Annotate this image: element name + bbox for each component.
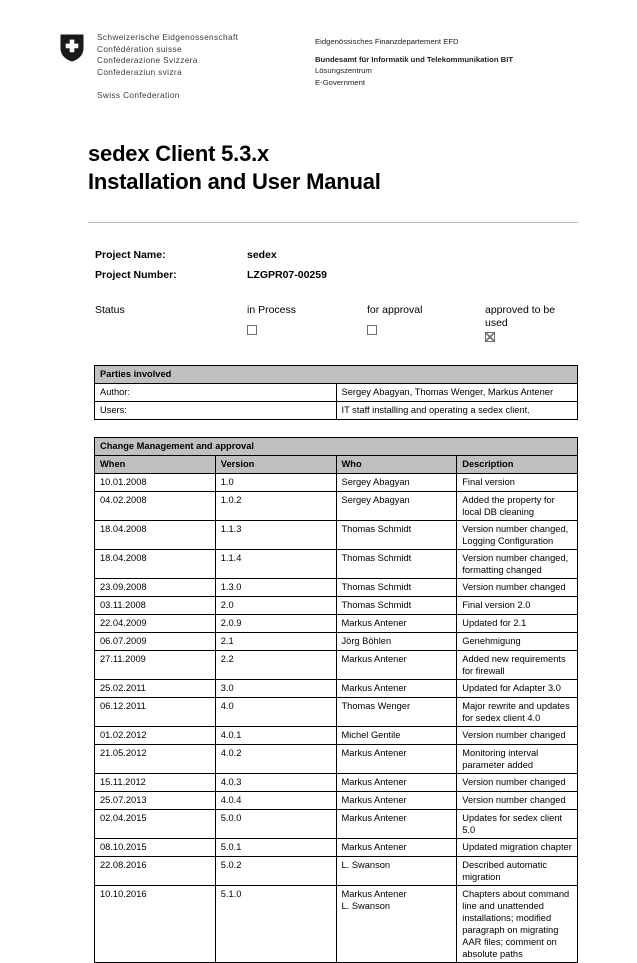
swiss-cross-shield-icon xyxy=(60,34,84,62)
table-row xyxy=(95,597,578,615)
table-row xyxy=(95,633,578,651)
cell-who: Thomas Schmidt xyxy=(336,521,457,550)
table-row xyxy=(95,698,578,727)
cell-who: L. Swanson xyxy=(336,857,457,886)
table-row xyxy=(95,384,578,402)
change-management-table xyxy=(94,437,578,963)
unit-name: Lösungszentrum xyxy=(315,66,372,76)
confederation-name-it: Confederazione Svizzera xyxy=(97,55,198,66)
cell-version: 4.0.1 xyxy=(215,727,336,745)
cell-description: Updated migration chapter xyxy=(457,839,578,857)
cell-version: 5.1.0 xyxy=(215,886,336,963)
cell-who: Thomas Schmidt xyxy=(336,579,457,597)
table-row xyxy=(95,680,578,698)
table-row xyxy=(95,521,578,550)
cell-when: 22.04.2009 xyxy=(95,615,216,633)
confederation-name-fr: Confédération suisse xyxy=(97,43,182,54)
cell-description: Version number changed xyxy=(457,792,578,810)
cell-version: 4.0 xyxy=(215,698,336,727)
page-title-line2: Installation and User Manual xyxy=(88,169,381,194)
parties-table-title: Parties involved xyxy=(95,366,578,384)
cell-when: 22.08.2016 xyxy=(95,857,216,886)
confederation-names xyxy=(97,32,238,78)
confederation-name-en: Swiss Confederation xyxy=(97,90,180,100)
cell-version: 2.0.9 xyxy=(215,615,336,633)
cell-when: 18.04.2008 xyxy=(95,550,216,579)
column-header-when: When xyxy=(95,456,216,474)
cell-description: Described automatic migration xyxy=(457,857,578,886)
cell-who: Markus Antener xyxy=(336,651,457,680)
parties-role-users: Users: xyxy=(95,402,337,420)
cell-version: 5.0.2 xyxy=(215,857,336,886)
table-row xyxy=(95,615,578,633)
cell-who: Thomas Schmidt xyxy=(336,597,457,615)
cell-description: Version number changed xyxy=(457,579,578,597)
cell-description: Updated for Adapter 3.0 xyxy=(457,680,578,698)
cell-when: 04.02.2008 xyxy=(95,492,216,521)
parties-value-author: Sergey Abagyan, Thomas Wenger, Markus Antener xyxy=(336,384,578,402)
status-label: Status xyxy=(95,304,125,316)
cell-when: 10.01.2008 xyxy=(95,474,216,492)
parties-table-body xyxy=(95,366,578,420)
project-meta xyxy=(95,249,585,289)
table-row xyxy=(95,839,578,857)
table-row xyxy=(95,857,578,886)
cell-who: Markus Antener xyxy=(336,774,457,792)
table-row xyxy=(95,810,578,839)
status-option-approved xyxy=(485,304,577,346)
cell-when: 01.02.2012 xyxy=(95,727,216,745)
table-row xyxy=(95,727,578,745)
department-name: Eidgenössisches Finanzdepartement EFD xyxy=(315,37,459,46)
table-row xyxy=(95,402,578,420)
column-header-description: Description xyxy=(457,456,578,474)
cell-version: 2.0 xyxy=(215,597,336,615)
parties-role-author: Author: xyxy=(95,384,337,402)
cell-version: 2.1 xyxy=(215,633,336,651)
table-row xyxy=(95,474,578,492)
office-name: Bundesamt für Informatik und Telekommunikation BIT xyxy=(315,55,514,65)
cell-who: Michel Gentile xyxy=(336,727,457,745)
cell-description: Monitoring interval parameter added xyxy=(457,745,578,774)
cell-when: 06.07.2009 xyxy=(95,633,216,651)
cell-who: Markus Antener xyxy=(336,810,457,839)
cell-description: Updates for sedex client 5.0 xyxy=(457,810,578,839)
cell-when: 18.04.2008 xyxy=(95,521,216,550)
status-checkbox-in-process[interactable] xyxy=(247,325,257,335)
project-name-value: sedex xyxy=(247,249,277,261)
cell-description: Version number changed, Logging Configuration xyxy=(457,521,578,550)
cell-when: 23.09.2008 xyxy=(95,579,216,597)
table-row xyxy=(95,774,578,792)
cell-version: 1.3.0 xyxy=(215,579,336,597)
cell-version: 5.0.1 xyxy=(215,839,336,857)
change-table-title-row xyxy=(95,438,578,456)
cell-who: Thomas Schmidt xyxy=(336,550,457,579)
status-option-in-process-label: in Process xyxy=(247,304,297,316)
cell-who: Sergey Abagyan xyxy=(336,474,457,492)
cell-when: 15.11.2012 xyxy=(95,774,216,792)
table-row xyxy=(95,792,578,810)
cell-when: 06.12.2011 xyxy=(95,698,216,727)
cell-when: 25.07.2013 xyxy=(95,792,216,810)
cell-version: 4.0.2 xyxy=(215,745,336,774)
status-option-approved-label: approved to be used xyxy=(485,304,556,329)
cell-who: Thomas Wenger xyxy=(336,698,457,727)
parties-table-title-row xyxy=(95,366,578,384)
page-title xyxy=(88,140,381,196)
cell-description: Genehmigung xyxy=(457,633,578,651)
confederation-name-rm: Confederaziun svizra xyxy=(97,66,182,77)
cell-when: 03.11.2008 xyxy=(95,597,216,615)
change-table-title: Change Management and approval xyxy=(95,438,578,456)
cell-who: Markus Antener xyxy=(336,615,457,633)
cell-description: Final version xyxy=(457,474,578,492)
cell-description: Final version 2.0 xyxy=(457,597,578,615)
parties-involved-table xyxy=(94,365,578,420)
project-name-label: Project Name: xyxy=(95,249,166,261)
cell-version: 1.0 xyxy=(215,474,336,492)
project-number-label: Project Number: xyxy=(95,269,177,281)
cell-version: 3.0 xyxy=(215,680,336,698)
cell-when: 25.02.2011 xyxy=(95,680,216,698)
table-row xyxy=(95,886,578,963)
project-number-value: LZGPR07-00259 xyxy=(247,269,327,281)
cell-description: Updated for 2.1 xyxy=(457,615,578,633)
status-checkbox-approved[interactable] xyxy=(485,332,495,342)
cell-when: 27.11.2009 xyxy=(95,651,216,680)
column-header-who: Who xyxy=(336,456,457,474)
department-block xyxy=(315,36,513,88)
project-name-row xyxy=(95,249,585,269)
parties-value-users: IT staff installing and operating a sedex client. xyxy=(336,402,578,420)
cell-version: 1.1.4 xyxy=(215,550,336,579)
cell-who: Sergey Abagyan xyxy=(336,492,457,521)
status-checkbox-for-approval[interactable] xyxy=(367,325,377,335)
document-header xyxy=(60,30,580,110)
cell-description: Version number changed xyxy=(457,727,578,745)
cell-who: Markus Antener L. Swanson xyxy=(336,886,457,963)
cell-who: Markus Antener xyxy=(336,745,457,774)
cell-who: Markus Antener xyxy=(336,680,457,698)
status-option-for-approval-label: for approval xyxy=(367,304,423,316)
cell-description: Version number changed, formatting changed xyxy=(457,550,578,579)
program-name: E-Government xyxy=(315,77,365,87)
cell-description: Version number changed xyxy=(457,774,578,792)
cell-description: Chapters about command line and unattended installations; modified paragraph on migrating AAR files; comment on absolute paths xyxy=(457,886,578,963)
confederation-name-de: Schweizerische Eidgenossenschaft xyxy=(97,32,239,42)
status-option-in-process xyxy=(247,304,357,339)
table-row xyxy=(95,492,578,521)
column-header-version: Version xyxy=(215,456,336,474)
table-row xyxy=(95,579,578,597)
table-row xyxy=(95,651,578,680)
change-table-body xyxy=(95,438,578,963)
cell-who: Markus Antener xyxy=(336,792,457,810)
page-title-line1: sedex Client 5.3.x xyxy=(88,141,270,166)
cell-version: 4.0.4 xyxy=(215,792,336,810)
cell-version: 2.2 xyxy=(215,651,336,680)
cell-who: Markus Antener xyxy=(336,839,457,857)
table-row xyxy=(95,550,578,579)
cell-when: 21.05.2012 xyxy=(95,745,216,774)
header-divider xyxy=(88,222,578,223)
table-row xyxy=(95,745,578,774)
cell-description: Added the property for local DB cleaning xyxy=(457,492,578,521)
cell-version: 4.0.3 xyxy=(215,774,336,792)
cell-description: Added new requirements for firewall xyxy=(457,651,578,680)
change-table-header-row xyxy=(95,456,578,474)
cell-when: 10.10.2016 xyxy=(95,886,216,963)
cell-version: 1.0.2 xyxy=(215,492,336,521)
project-number-row xyxy=(95,269,585,289)
cell-when: 02.04.2015 xyxy=(95,810,216,839)
status-option-for-approval xyxy=(367,304,467,339)
cell-who: Jörg Böhlen xyxy=(336,633,457,651)
cell-version: 1.1.3 xyxy=(215,521,336,550)
cell-description: Major rewrite and updates for sedex client 4.0 xyxy=(457,698,578,727)
cell-version: 5.0.0 xyxy=(215,810,336,839)
cell-when: 08.10.2015 xyxy=(95,839,216,857)
